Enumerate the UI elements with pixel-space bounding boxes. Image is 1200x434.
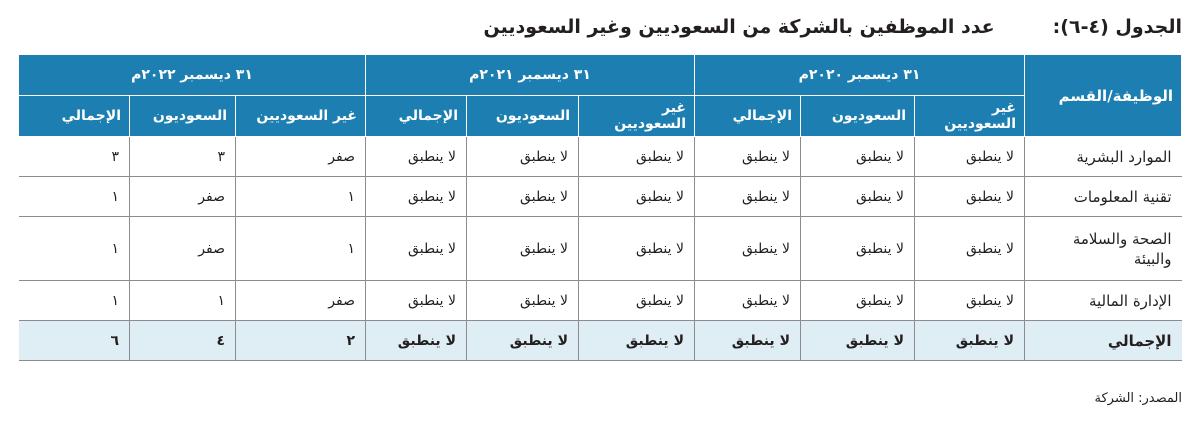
period-header: ٣١ ديسمبر ٢٠٢١م (366, 55, 695, 96)
table-row (19, 177, 1182, 217)
table-cell: لا ينطبق (695, 177, 801, 217)
table-cell: لا ينطبق (915, 217, 1025, 281)
table-cell: ١ (19, 217, 130, 281)
table-cell: لا ينطبق (467, 281, 579, 321)
subheader-total: الإجمالي (19, 96, 130, 137)
subheader-saudi: السعوديون (467, 96, 579, 137)
subheader-total: الإجمالي (695, 96, 801, 137)
table-cell: لا ينطبق (366, 177, 467, 217)
table-cell: لا ينطبق (801, 217, 915, 281)
table-cell: ١ (19, 177, 130, 217)
total-cell: ٦ (19, 321, 130, 361)
period-header: ٣١ ديسمبر ٢٠٢٢م (19, 55, 366, 96)
row-label: الصحة والسلامة والبيئة (1025, 217, 1182, 281)
total-cell: ٢ (236, 321, 366, 361)
row-label: تقنية المعلومات (1025, 177, 1182, 217)
total-cell: لا ينطبق (695, 321, 801, 361)
table-cell: لا ينطبق (801, 281, 915, 321)
table-cell: لا ينطبق (579, 137, 695, 177)
row-label: الإدارة المالية (1025, 281, 1182, 321)
table-cell: لا ينطبق (366, 137, 467, 177)
caption-number: الجدول (٤-٦): (1052, 16, 1182, 38)
table-cell: لا ينطبق (915, 281, 1025, 321)
subheader-saudi: السعوديون (130, 96, 236, 137)
total-cell: لا ينطبق (801, 321, 915, 361)
table-cell: صفر (130, 217, 236, 281)
table-cell: لا ينطبق (695, 217, 801, 281)
total-cell: لا ينطبق (915, 321, 1025, 361)
row-label: الموارد البشرية (1025, 137, 1182, 177)
table-cell: ٣ (19, 137, 130, 177)
table-cell: لا ينطبق (695, 137, 801, 177)
employees-table (18, 54, 1182, 361)
table-cell: ١ (236, 177, 366, 217)
subheader-non-saudi: غير السعوديين (579, 96, 695, 137)
table-cell: لا ينطبق (467, 137, 579, 177)
total-row (19, 321, 1182, 361)
table-cell: لا ينطبق (579, 281, 695, 321)
caption-title: عدد الموظفين بالشركة من السعوديين وغير السعوديين (483, 16, 995, 38)
row-header: الوظيفة/القسم (1025, 55, 1182, 137)
table-cell: لا ينطبق (695, 281, 801, 321)
period-header: ٣١ ديسمبر ٢٠٢٠م (695, 55, 1025, 96)
total-cell: لا ينطبق (579, 321, 695, 361)
source-note: المصدر: الشركة (1094, 391, 1182, 406)
table-cell: ١ (236, 217, 366, 281)
subheader-total: الإجمالي (366, 96, 467, 137)
table-cell: صفر (236, 281, 366, 321)
table-cell: صفر (236, 137, 366, 177)
table-cell: ١ (19, 281, 130, 321)
table-cell: لا ينطبق (467, 217, 579, 281)
table-cell: لا ينطبق (579, 177, 695, 217)
table-cell: ١ (130, 281, 236, 321)
table-cell: لا ينطبق (801, 177, 915, 217)
table-cell: لا ينطبق (366, 217, 467, 281)
subheader-saudi: السعوديون (801, 96, 915, 137)
table-cell: لا ينطبق (801, 137, 915, 177)
total-cell: لا ينطبق (366, 321, 467, 361)
total-cell: ٤ (130, 321, 236, 361)
table-cell: لا ينطبق (467, 177, 579, 217)
table-row (19, 217, 1182, 281)
total-label: الإجمالي (1025, 321, 1182, 361)
table-row (19, 137, 1182, 177)
table-cell: ٣ (130, 137, 236, 177)
table-cell: لا ينطبق (579, 217, 695, 281)
subheader-non-saudi: غير السعوديين (236, 96, 366, 137)
total-cell: لا ينطبق (467, 321, 579, 361)
table-cell: لا ينطبق (915, 137, 1025, 177)
table-cell: لا ينطبق (915, 177, 1025, 217)
table-cell: صفر (130, 177, 236, 217)
table-cell: لا ينطبق (366, 281, 467, 321)
table-row (19, 281, 1182, 321)
table-caption (18, 12, 1182, 42)
subheader-non-saudi: غير السعوديين (915, 96, 1025, 137)
